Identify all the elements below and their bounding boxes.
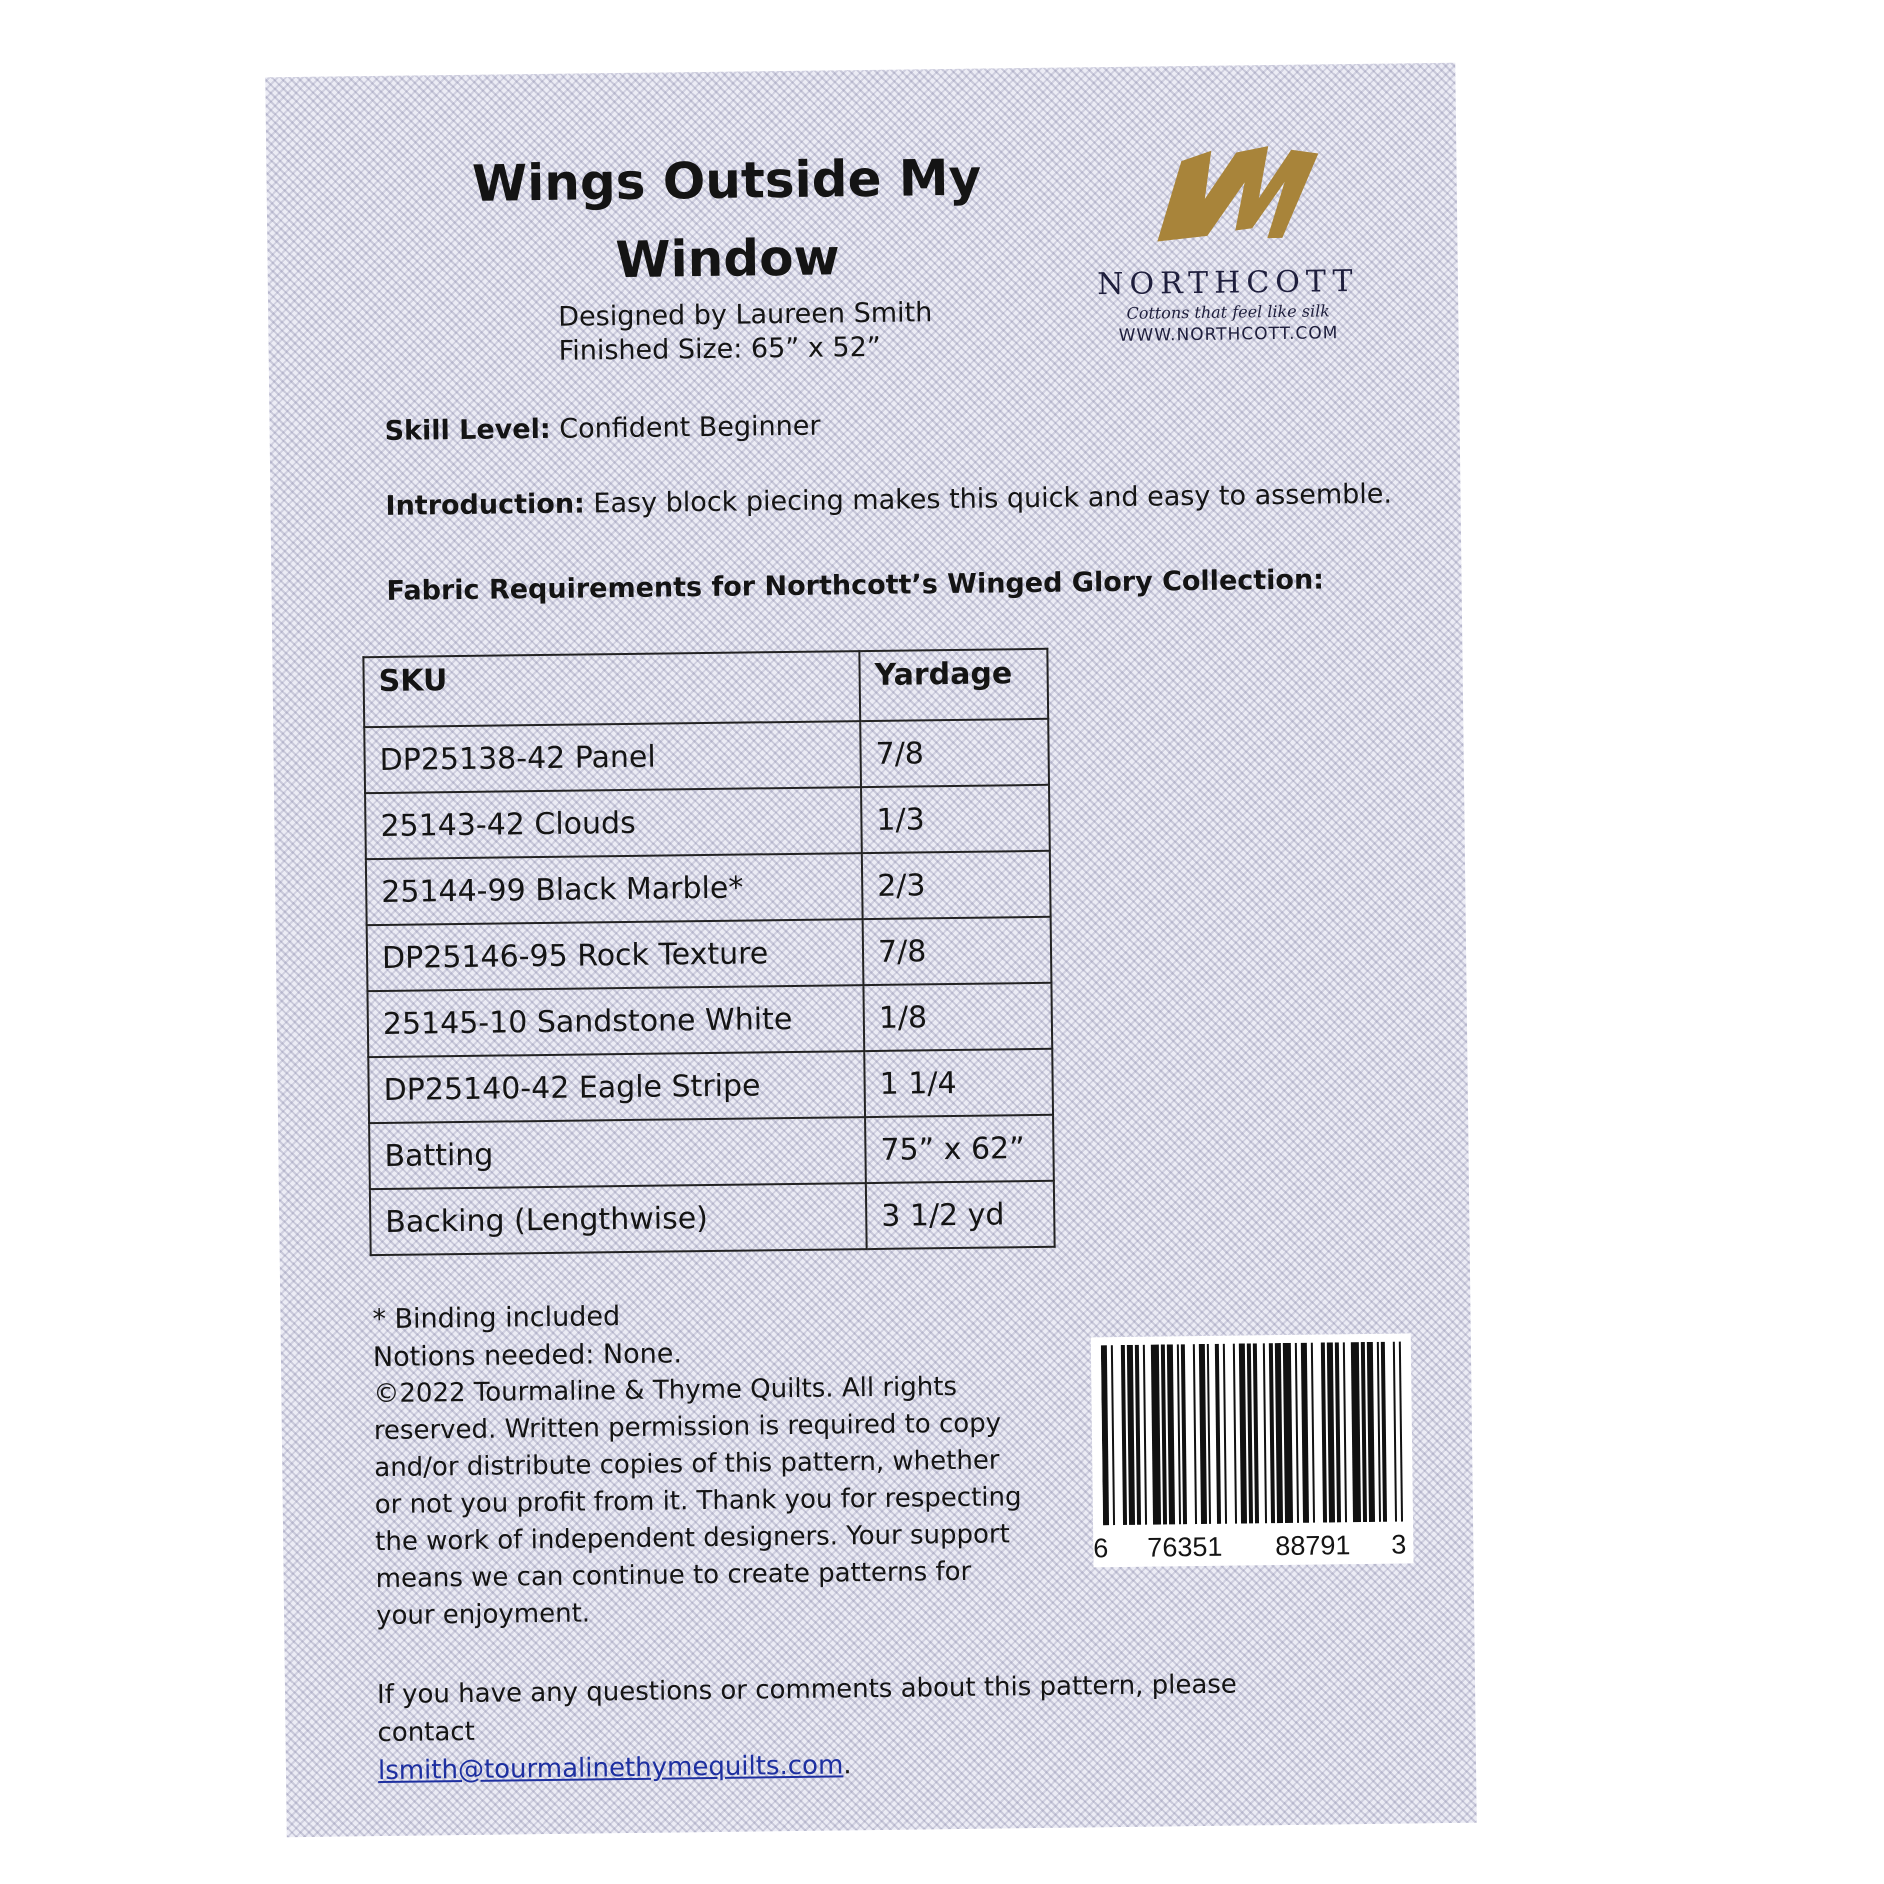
intro-value: Easy block piecing makes this quick and easy to assemble. [593,478,1393,520]
table-row [370,1181,1055,1255]
yardage-cell: 2/3 [862,851,1051,919]
contact-email-link[interactable]: lsmith@tourmalinethymequilts.com [377,1750,844,1787]
pattern-title: Wings Outside My Window [471,148,982,290]
yardage-cell: 1/3 [861,785,1050,853]
barcode-right-digits: 88791 [1275,1530,1351,1562]
sku-header: SKU [363,651,860,727]
copyright-notice: ©2022 Tourmaline & Thyme Quilts. All rights reserved. Written permission is required to copy and/or distribute copies of this pattern, whether or not you profit from it. Thank you for respecting the work of independent designers. Your support means we can continue to create patterns for your enjoyment. [373,1371,1022,1632]
sku-cell: DP25146-95 Rock Texture [367,919,864,991]
yardage-cell: 7/8 [863,917,1052,985]
fabric-table [362,648,1055,1256]
yardage-cell: 3 1/2 yd [866,1181,1055,1249]
brand-wordmark: NORTHCOTT [1097,263,1359,303]
upc-barcode [1091,1333,1414,1567]
table-row [365,785,1050,859]
barcode-bars-icon [1101,1342,1403,1536]
intro-label: Introduction: [385,488,586,522]
designer-credit: Designed by Laureen Smith [558,297,933,333]
notions-note: Notions needed: None. [372,1338,683,1374]
sku-cell: 25144-99 Black Marble* [366,853,863,925]
binding-note: * Binding included [372,1301,621,1336]
sku-cell: Backing (Lengthwise) [370,1183,867,1255]
yardage-cell: 1 1/4 [864,1049,1053,1117]
yardage-cell: 7/8 [860,719,1049,787]
skill-value: Confident Beginner [559,410,821,445]
yardage-cell: 75” x 62” [865,1115,1054,1183]
barcode-check-digit: 3 [1391,1529,1407,1560]
brand-url: WWW.NORTHCOTT.COM [1118,323,1339,346]
contact-info [377,1664,1328,1790]
skill-level [384,411,820,447]
table-row [367,983,1052,1057]
sku-cell: DP25138-42 Panel [364,721,861,793]
northcott-mark-icon [1086,119,1368,262]
yardage-header: Yardage [859,649,1048,721]
barcode-lead-digit: 6 [1093,1533,1109,1564]
table-row [369,1115,1054,1189]
skill-label: Skill Level: [384,413,551,447]
finished-size: Finished Size: 65” x 52” [558,331,881,367]
table-header-row [363,649,1048,727]
contact-text: If you have any questions or comments about this pattern, please contact [376,1669,1238,1749]
northcott-logo [1086,119,1368,346]
brand-tagline: Cottons that feel like silk [1126,301,1331,323]
sku-cell: DP25140-42 Eagle Stripe [368,1051,865,1123]
barcode-left-digits: 76351 [1147,1531,1223,1563]
table-row [368,1049,1053,1123]
contact-end: . [843,1750,852,1781]
table-row [366,851,1051,925]
table-row [367,917,1052,991]
sku-cell: 25145-10 Sandstone White [367,985,864,1057]
pattern-card [265,63,1476,1837]
table-row [364,719,1049,793]
sku-cell: 25143-42 Clouds [365,787,862,859]
introduction [385,479,1392,522]
sku-cell: Batting [369,1117,866,1189]
fabric-heading: Fabric Requirements for Northcott’s Winged Glory Collection: [386,564,1325,607]
yardage-cell: 1/8 [863,983,1052,1051]
